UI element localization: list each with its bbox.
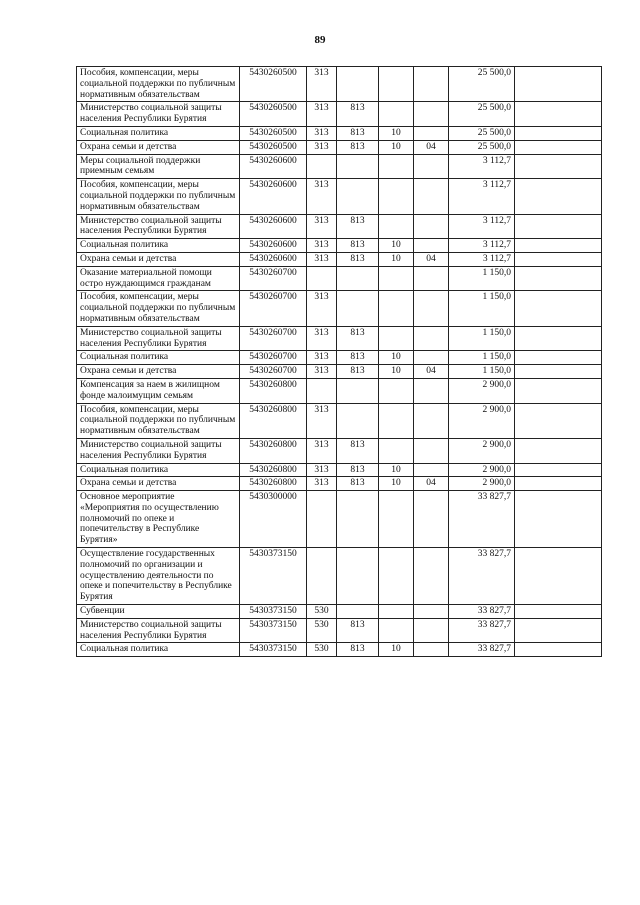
row-group-cell: 313 xyxy=(307,126,337,140)
row-name-cell: Пособия, компенсации, меры социальной поддержки по публичным нормативным обязательствам xyxy=(77,403,240,438)
row-code-cell: 5430260600 xyxy=(240,179,307,214)
row-department-cell: 813 xyxy=(337,365,379,379)
row-extra-cell xyxy=(515,463,602,477)
row-amount-cell: 25 500,0 xyxy=(449,67,515,102)
row-amount-cell: 33 827,7 xyxy=(449,605,515,619)
row-extra-cell xyxy=(515,605,602,619)
table-row xyxy=(77,378,602,403)
table-row xyxy=(77,102,602,127)
row-extra-cell xyxy=(515,140,602,154)
row-group-cell: 313 xyxy=(307,67,337,102)
table-row xyxy=(77,179,602,214)
row-code-cell: 5430300000 xyxy=(240,491,307,548)
row-extra-cell xyxy=(515,179,602,214)
row-extra-cell xyxy=(515,643,602,657)
row-department-cell xyxy=(337,378,379,403)
row-subsection-cell xyxy=(414,239,449,253)
table-row xyxy=(77,239,602,253)
row-department-cell xyxy=(337,605,379,619)
table-row xyxy=(77,365,602,379)
row-subsection-cell xyxy=(414,179,449,214)
row-code-cell: 5430260800 xyxy=(240,438,307,463)
row-department-cell xyxy=(337,154,379,179)
row-subsection-cell xyxy=(414,643,449,657)
row-section-cell: 10 xyxy=(379,643,414,657)
row-code-cell: 5430260500 xyxy=(240,102,307,127)
row-subsection-cell xyxy=(414,291,449,326)
table-row xyxy=(77,463,602,477)
row-subsection-cell xyxy=(414,126,449,140)
row-subsection-cell: 04 xyxy=(414,365,449,379)
row-section-cell xyxy=(379,491,414,548)
row-group-cell: 313 xyxy=(307,102,337,127)
row-name-cell: Министерство социальной защиты населения Республики Бурятия xyxy=(77,618,240,643)
row-extra-cell xyxy=(515,491,602,548)
row-amount-cell: 25 500,0 xyxy=(449,102,515,127)
row-group-cell: 313 xyxy=(307,365,337,379)
row-name-cell: Охрана семьи и детства xyxy=(77,477,240,491)
row-amount-cell: 33 827,7 xyxy=(449,548,515,605)
row-code-cell: 5430260700 xyxy=(240,365,307,379)
row-name-cell: Оказание материальной помощи остро нуждающимся гражданам xyxy=(77,266,240,291)
row-name-cell: Социальная политика xyxy=(77,463,240,477)
row-section-cell xyxy=(379,326,414,351)
row-amount-cell: 2 900,0 xyxy=(449,378,515,403)
table-row xyxy=(77,403,602,438)
row-name-cell: Компенсация за наем в жилищном фонде малоимущим семьям xyxy=(77,378,240,403)
row-section-cell xyxy=(379,67,414,102)
row-section-cell xyxy=(379,291,414,326)
row-name-cell: Социальная политика xyxy=(77,643,240,657)
row-department-cell xyxy=(337,291,379,326)
row-code-cell: 5430260700 xyxy=(240,351,307,365)
row-group-cell: 313 xyxy=(307,438,337,463)
row-code-cell: 5430373150 xyxy=(240,643,307,657)
row-subsection-cell: 04 xyxy=(414,252,449,266)
row-section-cell: 10 xyxy=(379,140,414,154)
row-amount-cell: 3 112,7 xyxy=(449,154,515,179)
row-extra-cell xyxy=(515,403,602,438)
row-subsection-cell xyxy=(414,438,449,463)
row-department-cell: 813 xyxy=(337,126,379,140)
row-name-cell: Основное мероприятие «Мероприятия по осуществлению полномочий по опеке и попечительству в Республике Бурятия» xyxy=(77,491,240,548)
row-department-cell: 813 xyxy=(337,326,379,351)
row-name-cell: Пособия, компенсации, меры социальной поддержки по публичным нормативным обязательствам xyxy=(77,179,240,214)
row-code-cell: 5430260700 xyxy=(240,266,307,291)
row-section-cell xyxy=(379,102,414,127)
row-code-cell: 5430260700 xyxy=(240,326,307,351)
row-subsection-cell xyxy=(414,326,449,351)
row-department-cell: 813 xyxy=(337,102,379,127)
row-extra-cell xyxy=(515,438,602,463)
row-subsection-cell xyxy=(414,67,449,102)
row-section-cell xyxy=(379,378,414,403)
row-section-cell xyxy=(379,548,414,605)
row-extra-cell xyxy=(515,102,602,127)
row-name-cell: Охрана семьи и детства xyxy=(77,252,240,266)
row-name-cell: Социальная политика xyxy=(77,351,240,365)
table-row xyxy=(77,605,602,619)
row-group-cell: 313 xyxy=(307,214,337,239)
table-row xyxy=(77,326,602,351)
row-subsection-cell xyxy=(414,154,449,179)
table-row xyxy=(77,643,602,657)
row-department-cell xyxy=(337,266,379,291)
row-amount-cell: 1 150,0 xyxy=(449,365,515,379)
row-section-cell: 10 xyxy=(379,477,414,491)
row-subsection-cell xyxy=(414,618,449,643)
table-body xyxy=(77,67,602,657)
row-extra-cell xyxy=(515,351,602,365)
row-department-cell: 813 xyxy=(337,214,379,239)
row-department-cell: 813 xyxy=(337,618,379,643)
row-code-cell: 5430260600 xyxy=(240,252,307,266)
row-section-cell xyxy=(379,403,414,438)
row-amount-cell: 3 112,7 xyxy=(449,214,515,239)
row-code-cell: 5430260800 xyxy=(240,403,307,438)
row-group-cell: 313 xyxy=(307,477,337,491)
row-name-cell: Субвенции xyxy=(77,605,240,619)
row-subsection-cell xyxy=(414,605,449,619)
row-extra-cell xyxy=(515,618,602,643)
row-code-cell: 5430260800 xyxy=(240,463,307,477)
row-name-cell: Министерство социальной защиты населения Республики Бурятия xyxy=(77,326,240,351)
table-row xyxy=(77,67,602,102)
row-group-cell: 530 xyxy=(307,605,337,619)
row-group-cell xyxy=(307,266,337,291)
table-row xyxy=(77,126,602,140)
row-code-cell: 5430260800 xyxy=(240,477,307,491)
table-row xyxy=(77,140,602,154)
row-amount-cell: 25 500,0 xyxy=(449,140,515,154)
row-department-cell xyxy=(337,67,379,102)
row-extra-cell xyxy=(515,477,602,491)
table-row xyxy=(77,548,602,605)
row-name-cell: Министерство социальной защиты населения Республики Бурятия xyxy=(77,102,240,127)
row-section-cell: 10 xyxy=(379,463,414,477)
row-subsection-cell xyxy=(414,463,449,477)
row-section-cell xyxy=(379,266,414,291)
budget-table xyxy=(76,66,602,657)
row-section-cell xyxy=(379,179,414,214)
row-amount-cell: 25 500,0 xyxy=(449,126,515,140)
row-department-cell: 813 xyxy=(337,351,379,365)
row-group-cell: 313 xyxy=(307,351,337,365)
row-section-cell: 10 xyxy=(379,126,414,140)
row-group-cell: 313 xyxy=(307,403,337,438)
row-group-cell xyxy=(307,491,337,548)
page-number: 89 xyxy=(314,34,326,46)
row-department-cell: 813 xyxy=(337,239,379,253)
row-name-cell: Социальная политика xyxy=(77,239,240,253)
row-name-cell: Министерство социальной защиты населения Республики Бурятия xyxy=(77,214,240,239)
row-department-cell xyxy=(337,179,379,214)
row-subsection-cell xyxy=(414,378,449,403)
row-amount-cell: 2 900,0 xyxy=(449,477,515,491)
row-name-cell: Министерство социальной защиты населения Республики Бурятия xyxy=(77,438,240,463)
row-department-cell: 813 xyxy=(337,140,379,154)
row-extra-cell xyxy=(515,548,602,605)
row-amount-cell: 3 112,7 xyxy=(449,239,515,253)
row-section-cell xyxy=(379,605,414,619)
row-subsection-cell: 04 xyxy=(414,477,449,491)
table-row xyxy=(77,252,602,266)
row-amount-cell: 1 150,0 xyxy=(449,266,515,291)
row-code-cell: 5430260700 xyxy=(240,291,307,326)
row-department-cell xyxy=(337,548,379,605)
row-name-cell: Меры социальной поддержки приемным семьям xyxy=(77,154,240,179)
table-row xyxy=(77,154,602,179)
row-group-cell: 313 xyxy=(307,252,337,266)
row-code-cell: 5430373150 xyxy=(240,618,307,643)
row-group-cell: 313 xyxy=(307,179,337,214)
row-code-cell: 5430373150 xyxy=(240,548,307,605)
row-subsection-cell: 04 xyxy=(414,140,449,154)
row-extra-cell xyxy=(515,239,602,253)
row-subsection-cell xyxy=(414,102,449,127)
row-extra-cell xyxy=(515,326,602,351)
row-amount-cell: 1 150,0 xyxy=(449,291,515,326)
row-group-cell: 530 xyxy=(307,618,337,643)
row-group-cell xyxy=(307,154,337,179)
row-code-cell: 5430373150 xyxy=(240,605,307,619)
table-row xyxy=(77,351,602,365)
row-section-cell xyxy=(379,214,414,239)
row-extra-cell xyxy=(515,378,602,403)
row-extra-cell xyxy=(515,126,602,140)
row-department-cell: 813 xyxy=(337,477,379,491)
row-extra-cell xyxy=(515,214,602,239)
row-department-cell: 813 xyxy=(337,463,379,477)
row-extra-cell xyxy=(515,291,602,326)
row-group-cell: 313 xyxy=(307,239,337,253)
row-extra-cell xyxy=(515,266,602,291)
row-amount-cell: 2 900,0 xyxy=(449,463,515,477)
row-group-cell xyxy=(307,548,337,605)
row-code-cell: 5430260600 xyxy=(240,154,307,179)
row-amount-cell: 3 112,7 xyxy=(449,179,515,214)
row-code-cell: 5430260600 xyxy=(240,214,307,239)
row-amount-cell: 2 900,0 xyxy=(449,438,515,463)
row-subsection-cell xyxy=(414,351,449,365)
table-row xyxy=(77,491,602,548)
row-extra-cell xyxy=(515,252,602,266)
row-section-cell: 10 xyxy=(379,239,414,253)
row-code-cell: 5430260600 xyxy=(240,239,307,253)
row-department-cell: 813 xyxy=(337,438,379,463)
row-name-cell: Пособия, компенсации, меры социальной поддержки по публичным нормативным обязательствам xyxy=(77,67,240,102)
row-section-cell: 10 xyxy=(379,351,414,365)
row-department-cell xyxy=(337,403,379,438)
row-code-cell: 5430260800 xyxy=(240,378,307,403)
row-code-cell: 5430260500 xyxy=(240,126,307,140)
row-group-cell: 313 xyxy=(307,326,337,351)
row-name-cell: Охрана семьи и детства xyxy=(77,365,240,379)
row-group-cell xyxy=(307,378,337,403)
row-group-cell: 313 xyxy=(307,140,337,154)
row-amount-cell: 1 150,0 xyxy=(449,326,515,351)
row-name-cell: Охрана семьи и детства xyxy=(77,140,240,154)
row-amount-cell: 3 112,7 xyxy=(449,252,515,266)
row-extra-cell xyxy=(515,67,602,102)
row-section-cell xyxy=(379,438,414,463)
row-amount-cell: 33 827,7 xyxy=(449,491,515,548)
table-row xyxy=(77,266,602,291)
row-name-cell: Социальная политика xyxy=(77,126,240,140)
row-name-cell: Осуществление государственных полномочий по организации и осуществлению деятельности по опеке и попечительству в Республике Бурятия xyxy=(77,548,240,605)
table-row xyxy=(77,214,602,239)
row-extra-cell xyxy=(515,365,602,379)
row-extra-cell xyxy=(515,154,602,179)
row-group-cell: 313 xyxy=(307,291,337,326)
table-row xyxy=(77,438,602,463)
row-code-cell: 5430260500 xyxy=(240,140,307,154)
row-name-cell: Пособия, компенсации, меры социальной поддержки по публичным нормативным обязательствам xyxy=(77,291,240,326)
row-amount-cell: 1 150,0 xyxy=(449,351,515,365)
row-section-cell: 10 xyxy=(379,252,414,266)
row-subsection-cell xyxy=(414,548,449,605)
row-subsection-cell xyxy=(414,266,449,291)
row-group-cell: 313 xyxy=(307,463,337,477)
table-row xyxy=(77,618,602,643)
row-subsection-cell xyxy=(414,403,449,438)
row-amount-cell: 33 827,7 xyxy=(449,643,515,657)
table-row xyxy=(77,291,602,326)
row-department-cell: 813 xyxy=(337,252,379,266)
row-section-cell xyxy=(379,154,414,179)
row-group-cell: 530 xyxy=(307,643,337,657)
row-department-cell: 813 xyxy=(337,643,379,657)
row-amount-cell: 33 827,7 xyxy=(449,618,515,643)
row-amount-cell: 2 900,0 xyxy=(449,403,515,438)
row-code-cell: 5430260500 xyxy=(240,67,307,102)
row-subsection-cell xyxy=(414,491,449,548)
row-section-cell: 10 xyxy=(379,365,414,379)
table-row xyxy=(77,477,602,491)
row-department-cell xyxy=(337,491,379,548)
row-subsection-cell xyxy=(414,214,449,239)
row-section-cell xyxy=(379,618,414,643)
